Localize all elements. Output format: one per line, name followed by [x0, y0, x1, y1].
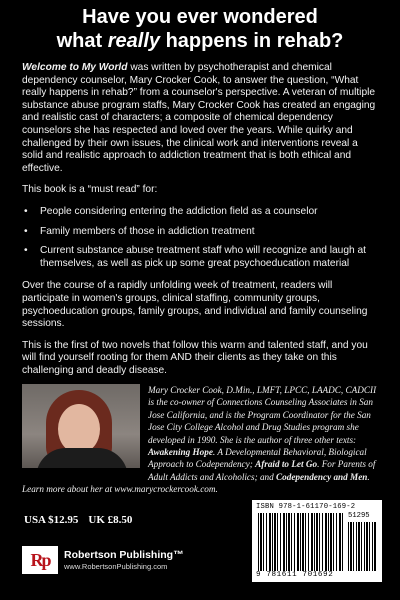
- bio-book-3: Codependency and Men: [276, 471, 368, 482]
- audience-list: [22, 206, 380, 270]
- barcode-bars-icon: [258, 513, 344, 571]
- author-photo-face: [58, 404, 100, 454]
- isbn-label: ISBN 978-1-61170-169-2: [256, 503, 356, 511]
- list-item-text: People considering entering the addiction field as a counselor: [40, 205, 318, 217]
- intro-text: was written by psychotherapist and chemical dependency counselor, Mary Crocker Cook, to answer the question, “What really happens in rehab?” from a counselor's perspective. A veteran of multiple substance abuse program staffs, Mary Crocker Cook has created an engaging and realistic cast of characters; a composite of chemical dependency counselors she has respected and loved over the years. While quirky and challenged by their own issues, the clinical work and interventions reveal a solid and realistic approach to addiction treatment that is both ethical and effective.: [22, 62, 376, 174]
- blurb: [22, 62, 380, 386]
- bio-text-1: Mary Crocker Cook, D.Min., LMFT, LPCC, LAADC, CADCII is the co-owner of Connections Counseling Associates in San Jose California, and is the Program Coordinator for the San Jose City College Alcohol and Drug Studies program she developed in 1990. She is the author of three other texts:: [148, 385, 377, 445]
- series-paragraph: This is the first of two novels that follow this warm and talented staff, and you will find yourself rooting for them AND their clients as they take on this challenging and deadly disease.: [22, 339, 368, 376]
- publisher-url: www.RobertsonPublishing.com: [64, 562, 168, 571]
- headline: [0, 5, 400, 53]
- list-item: [22, 245, 380, 270]
- bullet-icon: •: [24, 205, 28, 217]
- bio-book-2: Afraid to Let Go: [255, 459, 318, 470]
- price-usa: USA $12.95: [24, 514, 79, 526]
- publisher-name: Robertson Publishing™: [64, 549, 184, 561]
- bio-text-2: . A Developmental Behavioral, Biological Approach to Codependency;: [148, 447, 367, 470]
- publisher-logo-icon: Rp: [22, 546, 58, 574]
- publisher-text: [64, 549, 184, 571]
- author-photo: [22, 384, 140, 468]
- bullet-icon: •: [24, 245, 28, 257]
- book-title: Welcome to My World: [22, 62, 128, 73]
- bullet-icon: •: [24, 225, 28, 237]
- headline-line-2: [0, 29, 400, 53]
- bio-book-1: Awakening Hope: [148, 447, 213, 458]
- barcode: [252, 500, 382, 582]
- bio-text-3: . For Parents of Adult Addicts and Alcoholics; and: [148, 459, 376, 482]
- barcode-supplement-bars-icon: [348, 522, 376, 571]
- headline-line-1: Have you ever wondered: [82, 6, 318, 28]
- barcode-supplement-number: 51295: [348, 512, 370, 520]
- publisher-block: [22, 546, 184, 574]
- headline-line-2-end: happens in rehab?: [160, 30, 344, 52]
- intro-paragraph: [22, 62, 380, 175]
- headline-line-2-start: what: [56, 30, 108, 52]
- must-read-heading: This book is a “must read” for:: [22, 184, 158, 196]
- list-item-text: Family members of those in addiction treatment: [40, 225, 255, 237]
- price-uk: UK £8.50: [88, 514, 133, 526]
- bio-text-4: . Learn more about her at www.marycrockercook.com.: [22, 471, 370, 495]
- list-item: [22, 206, 380, 219]
- author-bio: [22, 384, 380, 496]
- barcode-digits: 9 781611 701692: [256, 571, 334, 579]
- treatment-paragraph: Over the course of a rapidly unfolding week of treatment, readers will participate in women's groups, clinical staffing, community groups, psychoeducation groups, family groups, and individual and family counseling sessions.: [22, 280, 368, 330]
- list-item: [22, 226, 380, 239]
- price-line: [24, 514, 132, 526]
- list-item-text: Current substance abuse treatment staff who will recognize and laugh at themselves, as well as pick up some great psychoeducation material: [40, 245, 366, 269]
- headline-emphasis: really: [107, 30, 161, 52]
